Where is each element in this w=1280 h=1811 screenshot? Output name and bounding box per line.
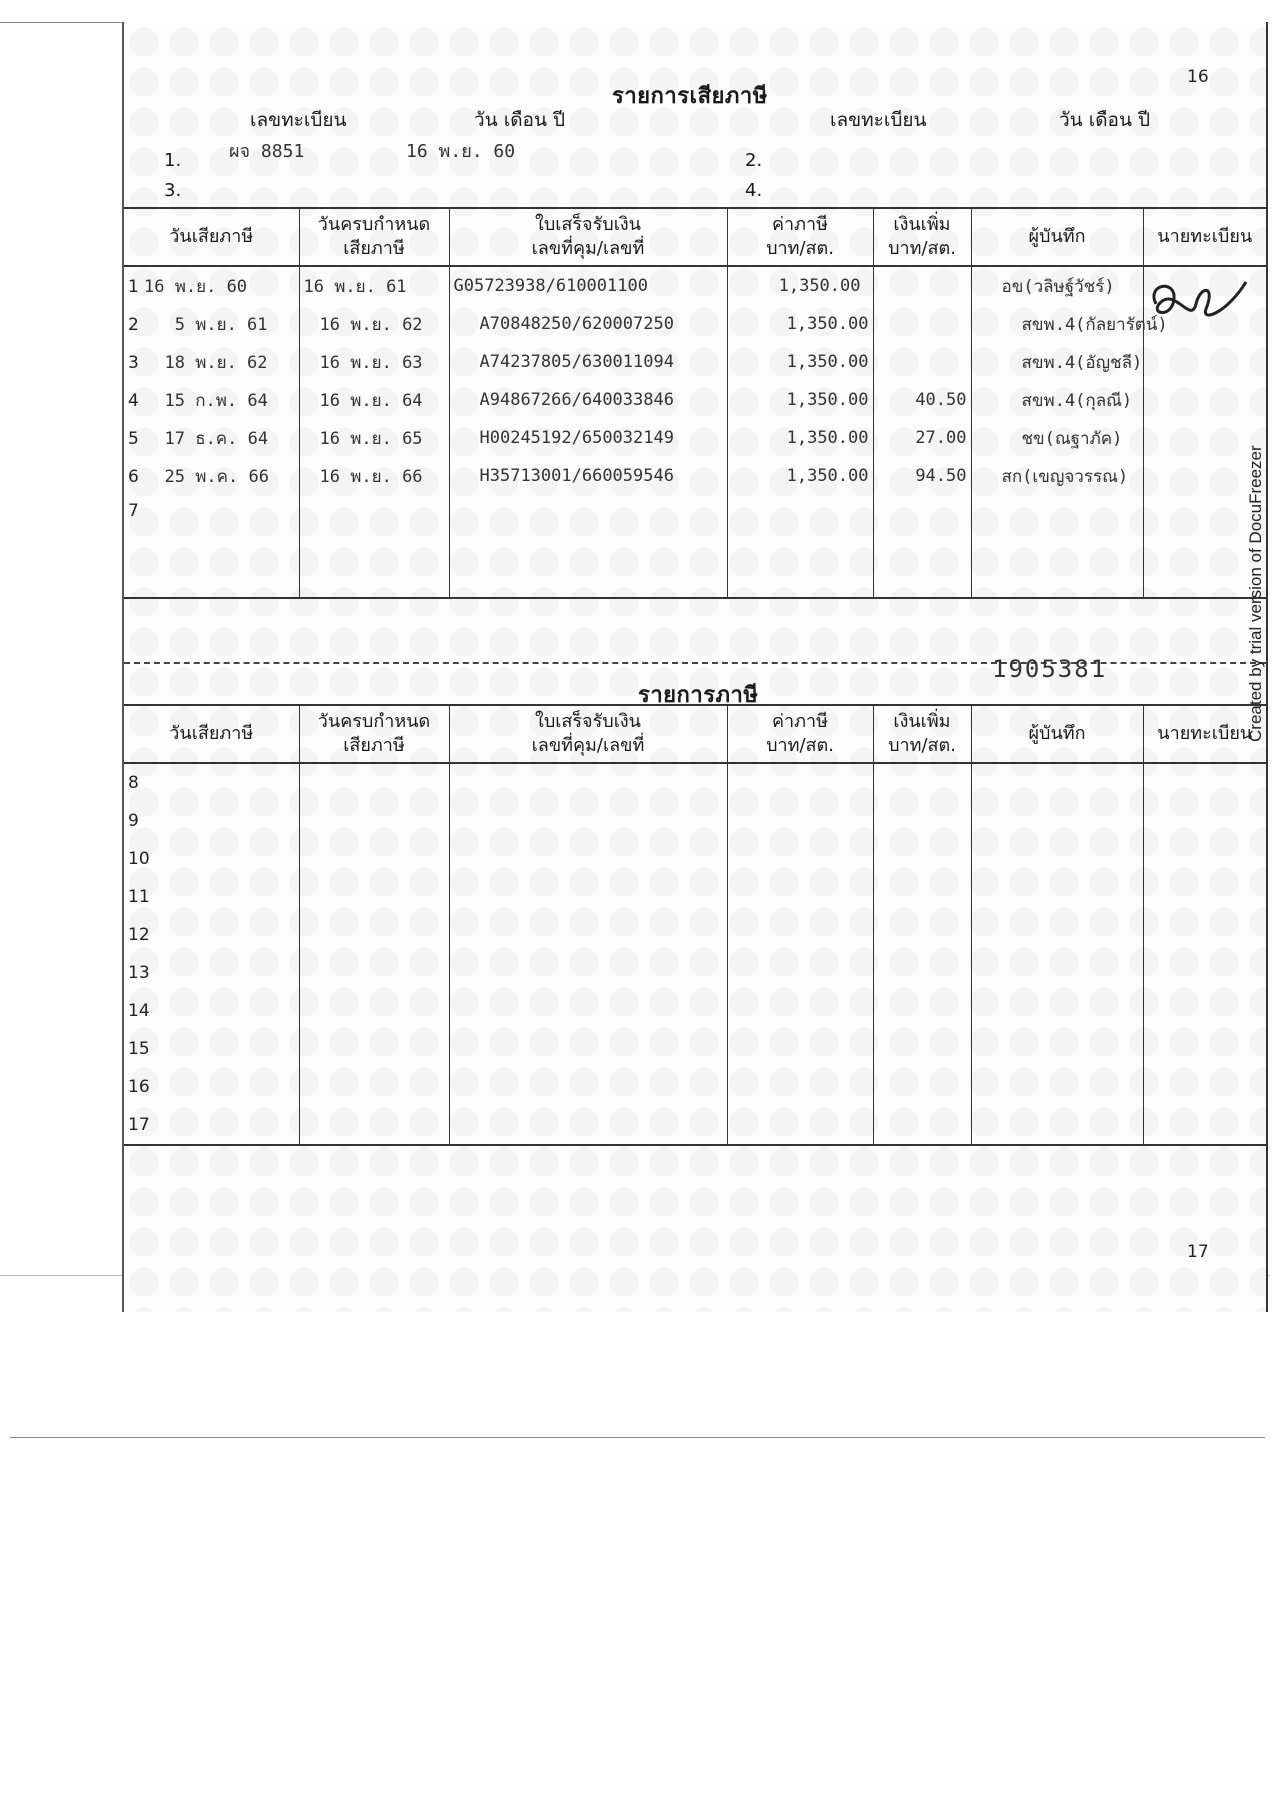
row-6-recorder: สก(เขญจวรรณ) xyxy=(971,457,1143,495)
lower-cell xyxy=(1143,840,1266,878)
lower-cell xyxy=(727,992,873,1030)
slot-1-date: 16 พ.ย. 60 xyxy=(406,141,516,162)
row-spacer-cell xyxy=(873,559,971,598)
row-1-due: 16 พ.ย. 61 xyxy=(299,266,449,305)
row-2-surcharge xyxy=(873,305,971,343)
date-label-right: วัน เดือน ปี xyxy=(1059,109,1151,131)
lower-cell xyxy=(1143,992,1266,1030)
date-label-left: วัน เดือน ปี xyxy=(474,109,566,131)
row-1-surcharge xyxy=(873,266,971,305)
lower-cell xyxy=(449,878,727,916)
lower-col-receipt: ใบเสร็จรับเงิน เลขที่คุม/เลขที่ xyxy=(449,705,727,763)
scan-edge-top xyxy=(0,22,128,23)
lower-cell xyxy=(971,802,1143,840)
lower-row-num: 15 xyxy=(128,1039,150,1059)
slot-4-label: 4. xyxy=(745,180,763,201)
table-row xyxy=(124,1068,1266,1106)
lower-header-row xyxy=(124,705,1266,763)
row-4-tax: 1,350.00 xyxy=(727,381,873,419)
upper-section-title: รายการเสียภาษี xyxy=(612,84,768,109)
lower-section-title: รายการภาษี xyxy=(638,683,759,708)
lower-cell xyxy=(449,1068,727,1106)
lower-cell xyxy=(971,763,1143,802)
lower-row-num: 12 xyxy=(128,925,150,945)
lower-cell xyxy=(727,1068,873,1106)
row-7-due xyxy=(299,495,449,559)
lower-cell xyxy=(873,1106,971,1145)
lower-cell xyxy=(971,1106,1143,1145)
reg-label-right: เลขทะเบียน xyxy=(830,109,927,131)
upper-header-row xyxy=(124,208,1266,266)
lower-cell xyxy=(727,954,873,992)
lower-cell xyxy=(299,1068,449,1106)
row-2-tax: 1,350.00 xyxy=(727,305,873,343)
table-row xyxy=(124,916,1266,954)
lower-cell xyxy=(299,1030,449,1068)
row-1-receipt: G05723938/610001100 xyxy=(449,266,727,305)
row-4-registrar xyxy=(1143,381,1266,419)
lower-cell xyxy=(873,1068,971,1106)
lower-row-num: 10 xyxy=(128,849,150,869)
lower-cell xyxy=(299,1106,449,1145)
col-tax: ค่าภาษี บาท/สต. xyxy=(727,208,873,266)
col-due-date: วันครบกำหนด เสียภาษี xyxy=(299,208,449,266)
table-row xyxy=(124,305,1266,343)
row-3-recorder: สขพ.4(อัญชลี) xyxy=(971,343,1143,381)
row-2-due: 16 พ.ย. 62 xyxy=(299,305,449,343)
slot-1-plate: ผจ 8851 xyxy=(229,141,305,162)
table-row xyxy=(124,419,1266,457)
table-row xyxy=(124,840,1266,878)
table-row xyxy=(124,954,1266,992)
col-recorder: ผู้บันทึก xyxy=(971,208,1143,266)
row-spacer-cell xyxy=(727,559,873,598)
lower-col-registrar: นายทะเบียน xyxy=(1143,705,1266,763)
row-1-tax: 1,350.00 xyxy=(727,266,873,305)
row-2-recorder: สขพ.4(กัลยารัตน์) xyxy=(971,305,1143,343)
passbook-page xyxy=(122,22,1268,1312)
lower-cell xyxy=(299,916,449,954)
row-3-tax: 1,350.00 xyxy=(727,343,873,381)
lower-cell xyxy=(299,992,449,1030)
stamp-number: 1905381 xyxy=(992,655,1108,683)
table-row xyxy=(124,559,1266,598)
lower-cell xyxy=(299,840,449,878)
lower-cell xyxy=(971,1030,1143,1068)
lower-cell xyxy=(873,840,971,878)
lower-tax-table xyxy=(124,704,1266,1146)
lower-row-num: 13 xyxy=(128,963,150,983)
row-5-recorder: ชข(ณฐาภัค) xyxy=(971,419,1143,457)
lower-cell xyxy=(449,763,727,802)
lower-cell xyxy=(1143,1106,1266,1145)
lower-cell xyxy=(727,840,873,878)
lower-cell xyxy=(727,916,873,954)
lower-col-paid-date: วันเสียภาษี xyxy=(124,705,299,763)
row-3-registrar xyxy=(1143,343,1266,381)
table-row xyxy=(124,381,1266,419)
lower-cell xyxy=(1143,802,1266,840)
lower-cell xyxy=(873,802,971,840)
row-6-due: 16 พ.ย. 66 xyxy=(299,457,449,495)
row-7-recorder xyxy=(971,495,1143,559)
row-7-tax xyxy=(727,495,873,559)
lower-cell xyxy=(1143,954,1266,992)
row-5-receipt: H00245192/650032149 xyxy=(449,419,727,457)
lower-cell xyxy=(873,916,971,954)
lower-row-num: 14 xyxy=(128,1001,150,1021)
row-spacer-cell xyxy=(299,559,449,598)
table-row xyxy=(124,878,1266,916)
lower-cell xyxy=(873,1030,971,1068)
lower-cell xyxy=(971,916,1143,954)
table-row xyxy=(124,1106,1266,1145)
lower-cell xyxy=(449,840,727,878)
table-row xyxy=(124,343,1266,381)
lower-cell xyxy=(873,763,971,802)
lower-cell xyxy=(727,802,873,840)
lower-cell xyxy=(299,763,449,802)
row-spacer-cell xyxy=(971,559,1143,598)
lower-row-num: 8 xyxy=(128,773,139,793)
row-6-receipt: H35713001/660059546 xyxy=(449,457,727,495)
table-row xyxy=(124,802,1266,840)
row-1-recorder: อข(วลิษฐ์วัชร์) xyxy=(971,266,1143,305)
lower-cell xyxy=(449,1030,727,1068)
row-7-receipt xyxy=(449,495,727,559)
row-2-receipt: A70848250/620007250 xyxy=(449,305,727,343)
lower-cell xyxy=(449,802,727,840)
lower-cell xyxy=(727,763,873,802)
lower-cell xyxy=(299,954,449,992)
row-3-paid: 3 18 พ.ย. 62 xyxy=(128,352,268,373)
col-surcharge: เงินเพิ่ม บาท/สต. xyxy=(873,208,971,266)
row-5-surcharge: 27.00 xyxy=(873,419,971,457)
lower-cell xyxy=(449,1106,727,1145)
lower-cell xyxy=(449,954,727,992)
row-4-paid: 4 15 ก.พ. 64 xyxy=(128,390,268,411)
lower-cell xyxy=(873,954,971,992)
lower-cell xyxy=(449,916,727,954)
lower-col-due-date: วันครบกำหนด เสียภาษี xyxy=(299,705,449,763)
row-4-recorder: สขพ.4(กุลณี) xyxy=(971,381,1143,419)
lower-cell xyxy=(1143,878,1266,916)
lower-row-num: 17 xyxy=(124,1106,299,1145)
row-6-paid: 6 25 พ.ค. 66 xyxy=(128,466,269,487)
row-3-surcharge xyxy=(873,343,971,381)
lower-cell xyxy=(299,878,449,916)
lower-row-num: 16 xyxy=(128,1077,150,1097)
lower-table-body xyxy=(124,763,1266,1145)
slot-3-label: 3. xyxy=(164,180,182,201)
row-5-tax: 1,350.00 xyxy=(727,419,873,457)
row-spacer-cell xyxy=(124,559,299,598)
row-6-tax: 1,350.00 xyxy=(727,457,873,495)
lower-cell xyxy=(873,878,971,916)
lower-cell xyxy=(449,992,727,1030)
table-row xyxy=(124,992,1266,1030)
row-4-surcharge: 40.50 xyxy=(873,381,971,419)
table-row xyxy=(124,266,1266,305)
table-row xyxy=(124,1030,1266,1068)
row-2-paid: 2 5 พ.ย. 61 xyxy=(128,314,268,335)
lower-cell xyxy=(1143,1030,1266,1068)
row-5-paid: 5 17 ธ.ค. 64 xyxy=(128,428,269,449)
lower-cell xyxy=(971,992,1143,1030)
lower-row-num: 11 xyxy=(128,887,150,907)
lower-cell xyxy=(971,1068,1143,1106)
slot-1-label: 1. xyxy=(164,150,182,171)
scan-edge-middle xyxy=(10,1437,1265,1438)
page-number-bottom: 17 xyxy=(1187,1242,1209,1262)
row-3-receipt: A74237805/630011094 xyxy=(449,343,727,381)
col-receipt: ใบเสร็จรับเงิน เลขที่คุม/เลขที่ xyxy=(449,208,727,266)
table-row xyxy=(124,763,1266,802)
lower-cell xyxy=(971,878,1143,916)
table-row xyxy=(124,495,1266,559)
row-5-due: 16 พ.ย. 65 xyxy=(299,419,449,457)
lower-cell xyxy=(727,1106,873,1145)
row-spacer-cell xyxy=(449,559,727,598)
docufreezer-watermark: Created by trial version of DocuFreezer xyxy=(1246,445,1265,742)
row-4-due: 16 พ.ย. 64 xyxy=(299,381,449,419)
lower-cell xyxy=(1143,916,1266,954)
page-number-top: 16 xyxy=(1187,67,1209,87)
registrar-signature xyxy=(1136,274,1266,334)
reg-label-left: เลขทะเบียน xyxy=(250,109,347,131)
row-1-paid: 1 16 พ.ย. 60 xyxy=(128,276,248,297)
lower-cell xyxy=(299,802,449,840)
lower-cell xyxy=(1143,763,1266,802)
row-6-surcharge: 94.50 xyxy=(873,457,971,495)
row-3-due: 16 พ.ย. 63 xyxy=(299,343,449,381)
lower-cell xyxy=(873,992,971,1030)
lower-cell xyxy=(971,840,1143,878)
slot-2-label: 2. xyxy=(745,150,763,171)
row-4-receipt: A94867266/640033846 xyxy=(449,381,727,419)
col-registrar: นายทะเบียน xyxy=(1143,208,1266,266)
lower-cell xyxy=(1143,1068,1266,1106)
row-7-paid: 7 xyxy=(128,501,139,521)
lower-cell xyxy=(727,878,873,916)
upper-tax-table xyxy=(124,207,1266,599)
lower-col-recorder: ผู้บันทึก xyxy=(971,705,1143,763)
lower-row-num: 9 xyxy=(128,811,139,831)
lower-col-tax: ค่าภาษี บาท/สต. xyxy=(727,705,873,763)
lower-cell xyxy=(971,954,1143,992)
table-row xyxy=(124,457,1266,495)
row-7-surcharge xyxy=(873,495,971,559)
col-paid-date: วันเสียภาษี xyxy=(124,208,299,266)
lower-cell xyxy=(727,1030,873,1068)
lower-col-surcharge: เงินเพิ่ม บาท/สต. xyxy=(873,705,971,763)
